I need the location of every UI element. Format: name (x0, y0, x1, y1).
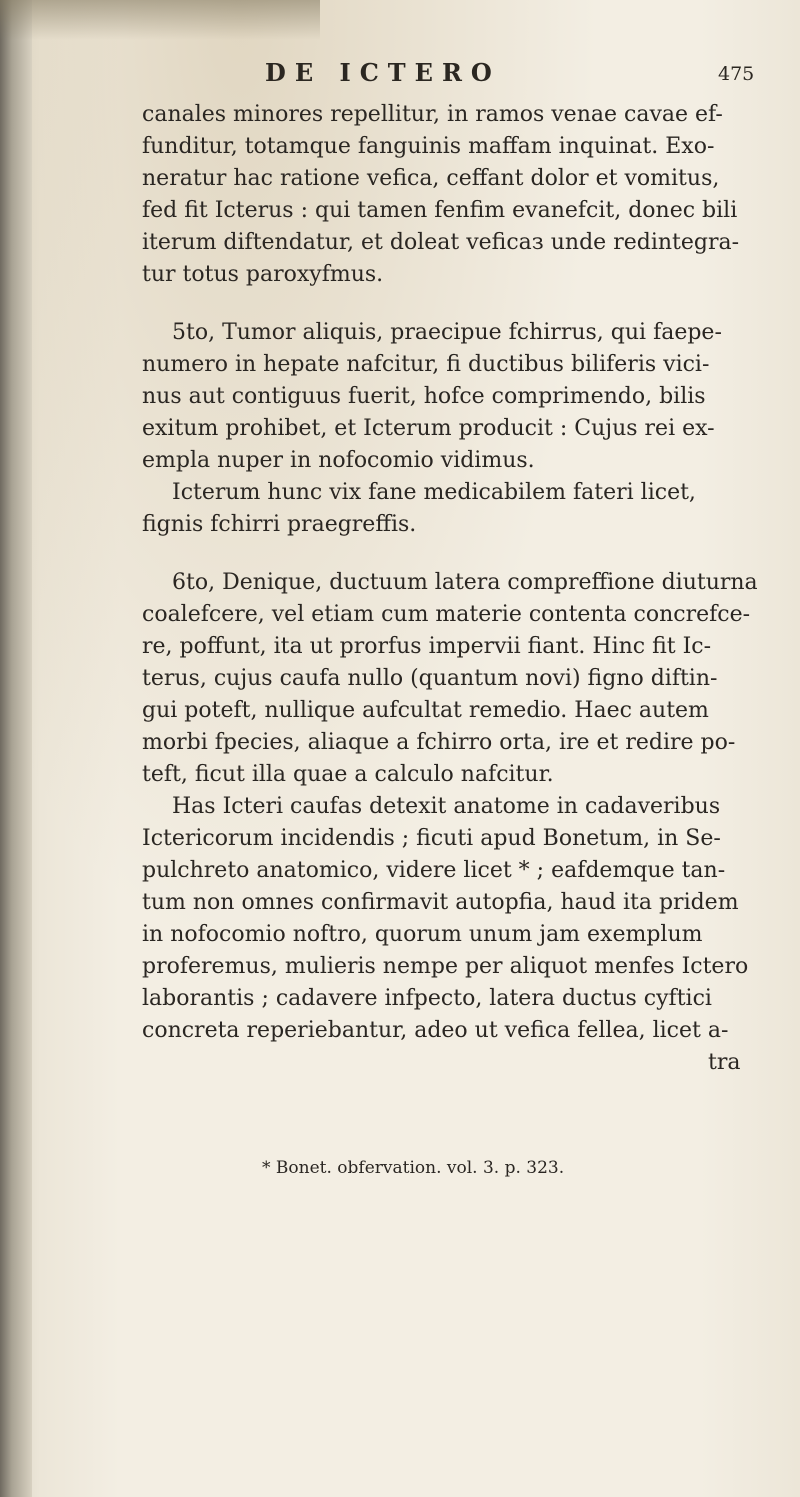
text-line: fed fit Icterus : qui tamen fenfim evanefcit, donec bili (142, 198, 738, 223)
page-top-shadow (0, 0, 320, 40)
page-number: 475 (718, 63, 755, 85)
text-line: canales minores repellitur, in ramos venae cavae ef- (142, 102, 723, 127)
text-line: in nofocomio noftro, quorum unum jam exemplum (142, 922, 703, 947)
text-line: teft, ficut illa quae a calculo nafcitur. (142, 762, 554, 787)
text-line: nus aut contiguus fuerit, hofce comprimendo, bilis (142, 384, 706, 409)
text-line: terus, cujus caufa nullo (quantum novi) figno diftin- (142, 666, 718, 691)
text-line: neratur hac ratione vefica, ceffant dolor et vomitus, (142, 166, 720, 191)
text-line: tum non omnes confirmavit autopfia, haud ita pridem (142, 890, 739, 915)
page-gutter-shadow (0, 0, 32, 1497)
text-line: Has Icteri caufas detexit anatome in cadaveribus (172, 794, 721, 819)
text-line: concreta reperiebantur, adeo ut vefica fellea, licet a- (142, 1018, 729, 1043)
text-line: Ictericorum incidendis ; ficuti apud Bonetum, in Se- (142, 826, 721, 851)
text-line: iterum diftendatur, et doleat veficaз unde redintegra- (142, 230, 740, 255)
text-line: 5to, Tumor aliquis, praecipue fchirrus, qui faepe- (172, 320, 722, 345)
text-line: proferemus, mulieris nempe per aliquot menfes Ictero (142, 954, 749, 979)
text-line: re, poffunt, ita ut prorfus impervii fiant. Hinc fit Ic- (142, 634, 712, 659)
text-line: coalefcere, vel etiam cum materie contenta concrefce- (142, 602, 751, 627)
text-line: exitum prohibet, et Icterum producit : Cujus rei ex- (142, 416, 715, 441)
running-title: DE ICTERO (265, 58, 501, 87)
text-line: laborantis ; cadavere infpecto, latera ductus cyftici (142, 986, 712, 1011)
text-line: funditur, totamque fanguinis maffam inquinat. Exo- (142, 134, 715, 159)
text-line: empla nuper in nofocomio vidimus. (142, 448, 535, 473)
footnote: * Bonet. obfervation. vol. 3. p. 323. (262, 1158, 565, 1178)
text-line: 6to, Denique, ductuum latera compreffione diuturna (172, 570, 758, 595)
catchword: tra (708, 1050, 741, 1075)
text-line: gui poteft, nullique aufcultat remedio. Haec autem (142, 698, 709, 723)
text-line: tur totus paroxyfmus. (142, 262, 384, 287)
text-line: pulchreto anatomico, videre licet * ; eafdemque tan- (142, 858, 726, 883)
text-line: morbi fpecies, aliaque a fchirro orta, ire et redire po- (142, 730, 736, 755)
text-line: fignis fchirri praegreffis. (142, 512, 417, 537)
text-line: numero in hepate nafcitur, fi ductibus biliferis vici- (142, 352, 710, 377)
text-line: Icterum hunc vix fane medicabilem fateri licet, (172, 480, 696, 505)
